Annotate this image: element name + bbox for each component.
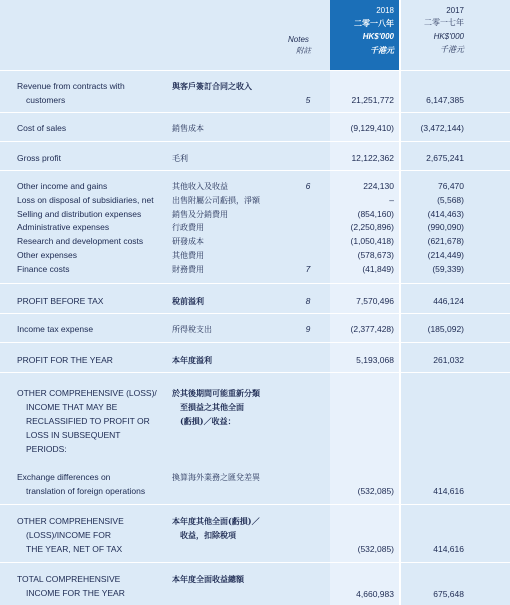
oci-net-label-zh-1: 本年度其他全面(虧損)／ <box>172 516 260 526</box>
pbt-label-zh: 稅前溢利 <box>172 296 204 306</box>
loss-disposal-2018: – <box>389 195 394 205</box>
pfy-2017: 261,032 <box>433 355 464 365</box>
year-2018: 2018 <box>376 6 394 15</box>
other-income-2017: 76,470 <box>438 181 464 191</box>
exchange-label-2: translation of foreign operations <box>26 486 146 496</box>
other-expenses-2017: (214,449) <box>427 250 464 260</box>
pfy-2018: 5,193,068 <box>356 355 394 365</box>
exchange-label-1: Exchange differences on <box>17 472 111 482</box>
gross-profit-label-zh: 毛利 <box>172 154 188 163</box>
row-rule <box>0 372 510 373</box>
other-income-label: Other income and gains <box>17 181 108 191</box>
admin-label-zh: 行政費用 <box>172 223 204 232</box>
tax-2018: (2,377,428) <box>350 324 394 334</box>
gross-profit-2018: 12,122,362 <box>351 153 394 163</box>
other-expenses-label-zh: 其他費用 <box>172 251 204 260</box>
research-2018: (1,050,418) <box>350 236 394 246</box>
selling-2018: (854,160) <box>357 209 394 219</box>
cost-of-sales-2018: (9,129,410) <box>350 123 394 133</box>
tax-label: Income tax expense <box>17 324 94 334</box>
year-2018-zh: 二零一八年 <box>354 18 394 28</box>
total-2018: 4,660,983 <box>356 589 394 599</box>
pbt-2018: 7,570,496 <box>356 296 394 306</box>
row-rule <box>0 283 510 284</box>
year-2017-zh: 二零一七年 <box>424 18 464 27</box>
row-rule <box>0 504 510 505</box>
admin-label: Administrative expenses <box>17 222 110 232</box>
currency-2018: HK$'000 <box>362 32 394 41</box>
selling-label-zh: 銷售及分銷費用 <box>172 210 228 219</box>
row-rule <box>0 112 510 113</box>
other-income-note: 6 <box>305 181 311 191</box>
currency-2018-zh: 千港元 <box>370 45 394 55</box>
row-rule <box>0 170 510 171</box>
currency-2017: HK$'000 <box>433 32 464 41</box>
selling-label: Selling and distribution expenses <box>17 209 142 219</box>
exchange-2018: (532,085) <box>357 486 394 496</box>
revenue-label-2: customers <box>26 95 66 105</box>
oci-heading-zh-3: (虧損)／收益： <box>180 416 236 426</box>
loss-disposal-label-zh: 出售附屬公司虧損，淨額 <box>172 196 260 205</box>
exchange-label-zh: 換算海外業務之匯兌差異 <box>172 473 260 482</box>
oci-heading-1: OTHER COMPREHENSIVE (LOSS)/ <box>17 388 157 398</box>
other-income-2018: 224,130 <box>363 181 394 191</box>
loss-disposal-2017: (5,568) <box>437 195 464 205</box>
oci-net-2018: (532,085) <box>357 544 394 554</box>
gross-profit-2017: 2,675,241 <box>426 153 464 163</box>
other-expenses-2018: (578,673) <box>357 250 394 260</box>
currency-2017-zh: 千港元 <box>440 45 464 54</box>
total-label-2: INCOME FOR THE YEAR <box>26 588 125 598</box>
column-divider <box>399 0 401 605</box>
other-income-label-zh: 其他收入及收益 <box>172 182 228 191</box>
admin-2018: (2,250,896) <box>350 222 394 232</box>
oci-net-label-1: OTHER COMPREHENSIVE <box>17 516 124 526</box>
gross-profit-label: Gross profit <box>17 153 61 163</box>
tax-note: 9 <box>305 324 311 334</box>
row-rule <box>0 313 510 314</box>
row-rule <box>0 562 510 563</box>
loss-disposal-label: Loss on disposal of subsidiaries, net <box>17 195 154 205</box>
oci-heading-3: RECLASSIFIED TO PROFIT OR <box>26 416 150 426</box>
pbt-note: 8 <box>305 296 311 306</box>
finance-costs-2018: (41,849) <box>362 264 394 274</box>
cost-of-sales-2017: (3,472,144) <box>420 123 464 133</box>
pfy-label: PROFIT FOR THE YEAR <box>17 355 113 365</box>
oci-heading-4: LOSS IN SUBSEQUENT <box>26 430 121 440</box>
oci-net-label-zh-2: 收益，扣除稅項 <box>180 530 236 540</box>
oci-net-label-2: (LOSS)/INCOME FOR <box>26 530 112 540</box>
oci-net-2017: 414,616 <box>433 544 464 554</box>
finance-costs-2017: (59,339) <box>432 264 464 274</box>
revenue-2017: 6,147,385 <box>426 95 464 105</box>
notes-header-en: Notes <box>288 35 309 44</box>
research-label: Research and development costs <box>17 236 144 246</box>
research-2017: (621,678) <box>427 236 464 246</box>
tax-label-zh: 所得稅支出 <box>172 325 212 334</box>
exchange-2017: 414,616 <box>433 486 464 496</box>
notes-header-zh: 附註 <box>296 46 311 55</box>
oci-heading-2: INCOME THAT MAY BE <box>26 402 118 412</box>
row-rule <box>0 141 510 142</box>
revenue-label-1: Revenue from contracts with <box>17 81 125 91</box>
row-rule <box>0 342 510 343</box>
cost-of-sales-label: Cost of sales <box>17 123 67 133</box>
total-label-zh: 本年度全面收益總額 <box>172 574 244 584</box>
header-rule <box>0 70 510 71</box>
oci-net-label-3: THE YEAR, NET OF TAX <box>26 544 123 554</box>
pfy-label-zh: 本年度溢利 <box>172 355 212 365</box>
year-2017: 2017 <box>446 6 464 15</box>
pbt-2017: 446,124 <box>433 296 464 306</box>
oci-heading-zh-1: 於其後期間可能重新分類 <box>172 388 260 398</box>
cost-of-sales-label-zh: 銷售成本 <box>172 124 204 133</box>
finance-costs-label-zh: 財務費用 <box>172 265 204 274</box>
finance-costs-note: 7 <box>305 264 311 274</box>
revenue-label-zh: 與客戶簽訂合同之收入 <box>172 81 252 91</box>
total-2017: 675,648 <box>433 589 464 599</box>
pbt-label: PROFIT BEFORE TAX <box>17 296 104 306</box>
selling-2017: (414,463) <box>427 209 464 219</box>
admin-2017: (990,090) <box>427 222 464 232</box>
oci-heading-5: PERIODS: <box>26 444 67 454</box>
revenue-2018: 21,251,772 <box>351 95 394 105</box>
oci-heading-zh-2: 至損益之其他全面 <box>180 402 244 412</box>
tax-2017: (185,092) <box>427 324 464 334</box>
other-expenses-label: Other expenses <box>17 250 78 260</box>
total-label-1: TOTAL COMPREHENSIVE <box>17 574 121 584</box>
revenue-note: 5 <box>305 95 311 105</box>
research-label-zh: 研發成本 <box>172 237 204 246</box>
finance-costs-label: Finance costs <box>17 264 70 274</box>
